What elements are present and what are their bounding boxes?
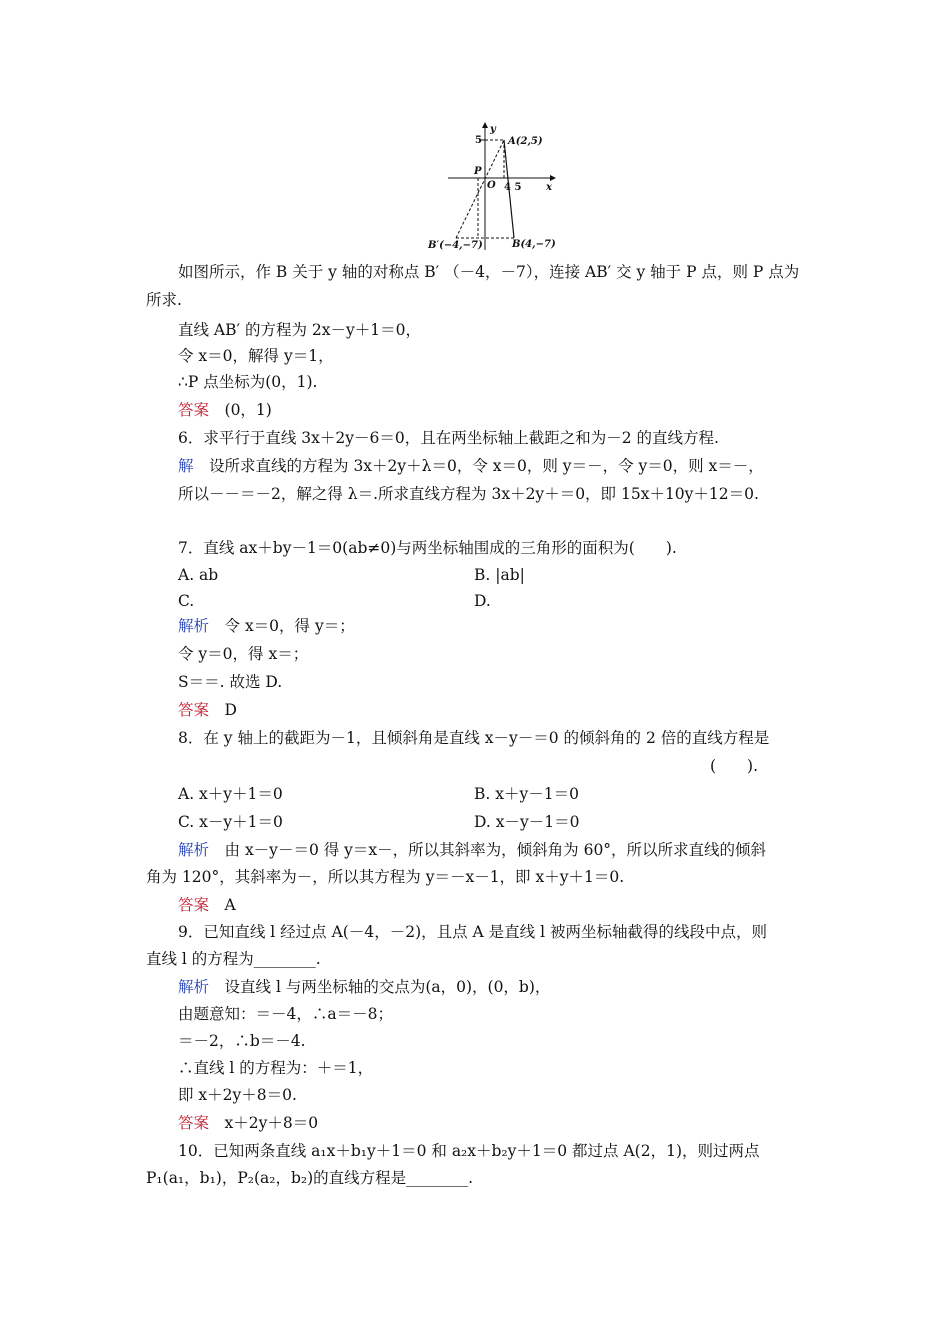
text-line: P₁(a₁，b₁)，P₂(a₂，b₂)的直线方程是________. (146, 1169, 474, 1187)
answer-line: 答案 x＋2y＋8＝0 (178, 1114, 319, 1132)
answer-tag: 答案 (178, 401, 210, 419)
x-label: x (546, 182, 552, 193)
option-b: B. |ab| (474, 566, 525, 584)
text-line: ∴直线 l 的方程为：＋＝1， (178, 1059, 374, 1077)
analysis-tag: 解析 (178, 841, 210, 859)
point-b-prime-label: B′(−4,−7) (428, 240, 483, 251)
option-c: C. (178, 592, 195, 610)
option-b: B. x＋y－1＝0 (474, 785, 579, 803)
answer-line: 答案 A (178, 896, 236, 914)
analysis-tag: 解析 (178, 617, 210, 635)
option-a: A. x＋y＋1＝0 (178, 785, 283, 803)
text-line: ＝－2，∴b＝－4. (178, 1032, 306, 1050)
text-line: 如图所示，作 B 关于 y 轴的对称点 B′ （－4，－7），连接 AB′ 交 y 轴于 P 点，则 P 点为 (178, 263, 800, 281)
point-b-label: B(4,−7) (512, 239, 556, 250)
text-line: ∴P 点坐标为(0，1). (178, 373, 318, 391)
x-axis-arrow-icon (550, 175, 556, 181)
solution-line: 解 设所求直线的方程为 3x＋2y＋λ＝0，令 x＝0，则 y＝－，令 y＝0，则 x＝－， (178, 457, 764, 475)
solution-tag: 解 (178, 457, 194, 475)
question-10: 10．已知两条直线 a₁x＋b₁y＋1＝0 和 a₂x＋b₂y＋1＝0 都过点 A(2，1)，则过两点 (178, 1142, 760, 1160)
text-line: 直线 l 的方程为________. (146, 950, 321, 968)
analysis-line: 解析 设直线 l 与两坐标轴的交点为(a，0)，(0，b)， (178, 978, 551, 996)
text-line: 令 x＝0，解得 y＝1， (178, 347, 334, 365)
y-label: y (490, 124, 496, 135)
answer-line: 答案 (0，1) (178, 401, 272, 419)
tick-5: 5 (475, 135, 482, 146)
origin-label: O (487, 180, 496, 191)
answer-tag: 答案 (178, 701, 210, 719)
text-line: 角为 120°，其斜率为－，所以其方程为 y＝－x－1，即 x＋y＋1＝0. (146, 868, 625, 886)
option-a: A. ab (178, 566, 219, 584)
segment-ab-prime (456, 140, 504, 238)
question-9: 9．已知直线 l 经过点 A(－4，－2)，且点 A 是直线 l 被两坐标轴截得的线段中点，则 (178, 923, 767, 941)
text-line: 所求. (146, 291, 182, 309)
text-line: 即 x＋2y＋8＝0. (178, 1086, 297, 1104)
text-line: 直线 AB′ 的方程为 2x－y＋1＝0， (178, 321, 421, 339)
answer-bracket: ( ). (710, 757, 759, 775)
text-line: 所以－－＝－2，解之得 λ＝.所求直线方程为 3x＋2y＋＝0，即 15x＋10y＋12＝0. (178, 485, 759, 503)
option-c: C. x－y＋1＝0 (178, 813, 283, 831)
question-7: 7．直线 ax＋by－1＝0(ab≠0)与两坐标轴围成的三角形的面积为( ). (178, 539, 677, 557)
text-line: S＝＝. 故选 D. (178, 673, 283, 691)
answer-tag: 答案 (178, 1114, 210, 1132)
answer-tag: 答案 (178, 896, 210, 914)
analysis-line: 解析 由 x－y－＝0 得 y＝x－，所以其斜率为，倾斜角为 60°，所以所求直线的倾斜 (178, 841, 767, 859)
y-axis-arrow-icon (482, 122, 488, 128)
text-line: 令 y＝0，得 x＝； (178, 645, 309, 663)
x-ticks-label: 4 5 (504, 182, 522, 193)
option-d: D. (474, 592, 491, 610)
answer-line: 答案 D (178, 701, 237, 719)
coordinate-figure (420, 120, 570, 255)
text-line: 由题意知：＝－4，∴a＝－8； (178, 1005, 393, 1023)
point-a-label: A(2,5) (508, 136, 543, 147)
analysis-line: 解析 令 x＝0，得 y＝； (178, 617, 355, 635)
question-6: 6．求平行于直线 3x＋2y－6＝0，且在两坐标轴上截距之和为－2 的直线方程. (178, 429, 719, 447)
point-p-label: P (474, 166, 482, 177)
analysis-tag: 解析 (178, 978, 210, 996)
question-8: 8．在 y 轴上的截距为－1，且倾斜角是直线 x－y－＝0 的倾斜角的 2 倍的直线方程是 (178, 729, 770, 747)
option-d: D. x－y－1＝0 (474, 813, 580, 831)
